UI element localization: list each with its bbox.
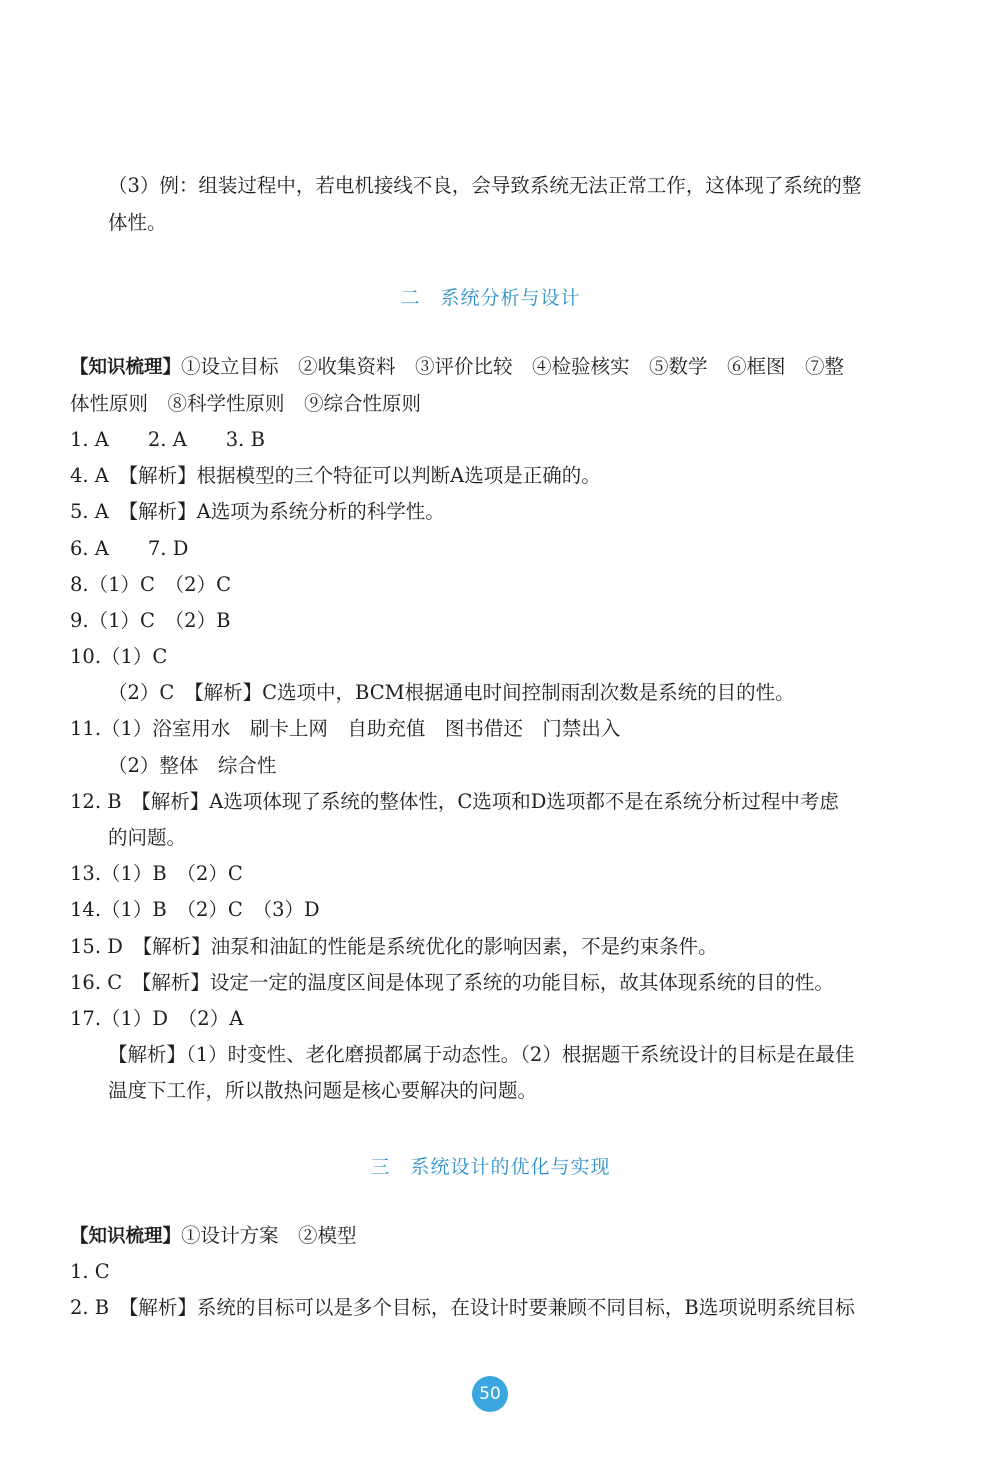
section-heading-3: 三 系统设计的优化与实现 bbox=[370, 1156, 611, 1178]
knowledge-label: 【知识梳理】 bbox=[70, 1226, 182, 1247]
answer-8: 8.（1）C （2）C bbox=[70, 573, 232, 596]
answer-11-part2: （2）整体 综合性 bbox=[108, 754, 277, 777]
section-heading-2: 二 系统分析与设计 bbox=[400, 287, 581, 309]
answer-5: 5. A 【解析】A选项为系统分析的科学性。 bbox=[70, 500, 445, 523]
answer-4: 4. A 【解析】根据模型的三个特征可以判断A选项是正确的。 bbox=[70, 464, 601, 487]
answer-17: 17.（1）D （2）A bbox=[70, 1007, 244, 1030]
answer-15: 15. D 【解析】油泵和油缸的性能是系统优化的影响因素，不是约束条件。 bbox=[70, 935, 718, 958]
answer-13: 13.（1）B （2）C bbox=[70, 862, 243, 885]
answer-6-7: 6. A 7. D bbox=[70, 537, 189, 560]
answer-14: 14.（1）B （2）C （3）D bbox=[70, 898, 320, 921]
intro-line-2: 体性。 bbox=[108, 211, 167, 234]
answer-12-cont: 的问题。 bbox=[108, 826, 187, 849]
answer-10-part2: （2）C 【解析】C选项中，BCM根据通电时间控制雨刮次数是系统的目的性。 bbox=[108, 681, 795, 704]
s3-answer-1: 1. C bbox=[70, 1260, 110, 1283]
intro-line-1: （3）例：组装过程中，若电机接线不良，会导致系统无法正常工作，这体现了系统的整 bbox=[108, 174, 862, 197]
knowledge-text: ①设立目标 ②收集资料 ③评价比较 ④检验核实 ⑤数学 ⑥框图 ⑦整 bbox=[181, 355, 845, 378]
answer-12: 12. B 【解析】A选项体现了系统的整体性，C选项和D选项都不是在系统分析过程中考虑 bbox=[70, 790, 839, 813]
answer-1-3: 1. A 2. A 3. B bbox=[70, 428, 265, 451]
knowledge-text: ①设计方案 ②模型 bbox=[181, 1224, 357, 1247]
answer-9: 9.（1）C （2）B bbox=[70, 609, 231, 632]
answer-10: 10.（1）C bbox=[70, 645, 168, 668]
page-number-badge: 50 bbox=[472, 1376, 508, 1412]
knowledge-summary-2 bbox=[70, 349, 921, 386]
answer-17-analysis-cont: 温度下工作，所以散热问题是核心要解决的问题。 bbox=[108, 1079, 538, 1102]
knowledge-summary-2-cont: 体性原则 ⑧科学性原则 ⑨综合性原则 bbox=[70, 392, 422, 415]
knowledge-summary-3 bbox=[70, 1218, 921, 1255]
knowledge-label: 【知识梳理】 bbox=[70, 357, 182, 378]
answer-16: 16. C 【解析】设定一定的温度区间是体现了系统的功能目标，故其体现系统的目的性。 bbox=[70, 971, 834, 994]
answer-11: 11.（1）浴室用水 刷卡上网 自助充值 图书借还 门禁出入 bbox=[70, 717, 621, 740]
answer-17-analysis: 【解析】（1）时变性、老化磨损都属于动态性。（2）根据题干系统设计的目标是在最佳 bbox=[108, 1043, 855, 1066]
s3-answer-2: 2. B 【解析】系统的目标可以是多个目标，在设计时要兼顾不同目标，B选项说明系统目标 bbox=[70, 1296, 855, 1319]
